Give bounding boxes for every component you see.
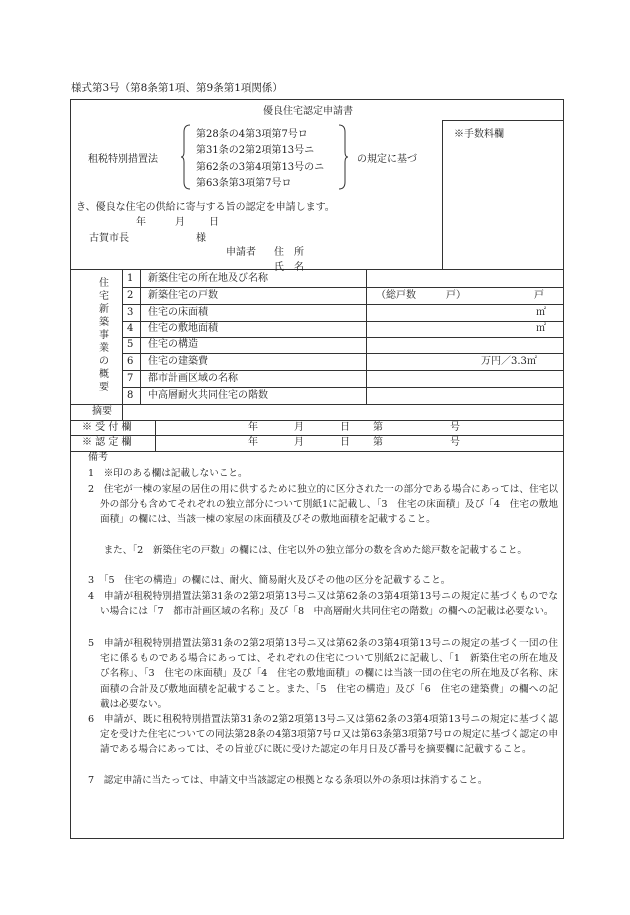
header-bottom-line bbox=[70, 269, 564, 270]
row-line-5 bbox=[122, 353, 564, 354]
row-line-1 bbox=[122, 287, 564, 288]
approval-month: 月 bbox=[294, 437, 304, 448]
row-line-7 bbox=[122, 387, 564, 388]
row-number: 5 bbox=[127, 339, 134, 350]
row-label-location: 新築住宅の所在地及び名称 bbox=[148, 273, 268, 284]
article-4: 第63条第3項第7号ロ bbox=[196, 178, 292, 189]
reception-day: 日 bbox=[340, 422, 350, 433]
reception-number-suffix: 号 bbox=[450, 422, 460, 433]
row-label-planning-area: 都市計画区域の名称 bbox=[148, 373, 238, 384]
row-number: 3 bbox=[127, 307, 134, 318]
row-label-units: 新築住宅の戸数 bbox=[148, 290, 218, 301]
row-label-construction-cost: 住宅の建築費 bbox=[148, 356, 208, 367]
form-number-label: 様式第3号（第8条第1項、第9条第1項関係） bbox=[71, 82, 283, 94]
overview-vertical-char: 概 bbox=[99, 369, 109, 380]
approval-year: 年 bbox=[248, 437, 258, 448]
reception-number-prefix: 第 bbox=[373, 422, 383, 433]
row-number: 1 bbox=[127, 273, 134, 284]
row-number: 2 bbox=[127, 290, 134, 301]
total-units-field: （総戸数 戸） bbox=[376, 290, 466, 301]
overview-vertical-char: 住 bbox=[99, 278, 109, 289]
note-item: 1 ※印のある欄は記載しないこと。 bbox=[88, 468, 248, 479]
article-3: 第62条の3第4項第13号のニ bbox=[196, 162, 325, 173]
fee-box-divider bbox=[442, 120, 443, 269]
note-item: 6 申請が、既に租税特別措置法第31条の2第2項第13号ニ又は第62条の3第4項第13号ニの規定に基づく認定を受けた住宅についての同法第28条の4第3項第7号ロ又は第63条第3項第7号ロの規定に基づく認定の申請である場合にあっては、その旨並びに既に受けた認定の年月日及び番号を摘要欄に記載すること。 bbox=[88, 714, 558, 756]
summary-bottom-line bbox=[70, 420, 564, 421]
note-item: また、「2 新築住宅の戸数」の欄には、住宅以外の独立部分の数を含めた総戸数を記載すること。 bbox=[94, 545, 528, 556]
date-year: 年 bbox=[136, 217, 146, 228]
addressee-name: 古賀市長 bbox=[89, 233, 129, 244]
summary-label: 摘要 bbox=[92, 406, 112, 417]
note-item: 2 住宅が一棟の家屋の居住の用に供するために独立的に区分された一の部分である場合にあっては、住宅以外の部分も含めてそれぞれの独立部分について別紙1に記載し、「3 住宅の床面積」及び「4 住宅の敷地面積」の欄には、当該一棟の家屋の床面積及びその敷地面積を記載すること。 bbox=[88, 484, 558, 526]
overview-vertical-char: 要 bbox=[99, 382, 109, 393]
intro-continuation: き、優良な住宅の供給に寄与する旨の認定を申請します。 bbox=[76, 202, 335, 213]
approval-label: ※ 認 定 欄 bbox=[82, 437, 132, 448]
form-title: 優良住宅認定申請書 bbox=[263, 106, 353, 117]
row-number: 8 bbox=[127, 390, 134, 401]
date-day: 日 bbox=[209, 217, 219, 228]
construction-cost-unit: 万円／3.3㎡ bbox=[481, 356, 537, 367]
overview-vertical-char: の bbox=[99, 356, 109, 367]
article-2: 第31条の2第2項第13号ニ bbox=[196, 145, 315, 156]
row-label-floor-area: 住宅の床面積 bbox=[148, 307, 208, 318]
article-1: 第28条の4第3項第7号ロ bbox=[196, 129, 308, 140]
row-number: 7 bbox=[127, 373, 134, 384]
note-item: 4 申請が租税特別措置法第31条の2第2項第13号ニ又は第62条の3第4項第13号ニの規定に基づくものでない場合には「7 都市計画区域の名称」及び「8 中高層耐火共同住宅の階数」の欄への記載は必要ない。 bbox=[88, 591, 558, 618]
applicant-label: 申請者 bbox=[226, 247, 256, 258]
date-month: 月 bbox=[175, 217, 185, 228]
addressee-honorific: 様 bbox=[196, 233, 206, 244]
fee-box-label: ※手数料欄 bbox=[454, 129, 504, 140]
approval-bottom-line bbox=[70, 451, 564, 452]
row-label-site-area: 住宅の敷地面積 bbox=[148, 323, 218, 334]
intro-suffix: の規定に基づ bbox=[357, 154, 417, 165]
row-line-6 bbox=[122, 370, 564, 371]
note-item: 7 認定申請に当たっては、申請文中当該認定の根拠となる条項以外の条項は抹消すること。 bbox=[88, 775, 488, 786]
row-number: 6 bbox=[127, 356, 134, 367]
note-item: 5 申請が租税特別措置法第31条の2第2項第13号ニ又は第62条の3第4項第13号ニの規定の基づく一団の住宅に係るものである場合にあっては、それぞれの住宅について別紙2に記載し、「1 新築住宅の所在地及び名称」、「3 住宅の床面積」及び「4 住宅の敷地面積」の欄には当該一団の住宅の所在地及び名称、床面積の合計及び敷地面積を記載すること。また、「5 住宅の構造」及び「6 住宅の建築費」の欄への記載は必要ない。 bbox=[88, 638, 558, 710]
overview-bottom-line bbox=[70, 404, 564, 405]
reception-year: 年 bbox=[248, 422, 258, 433]
overview-vertical-char: 事 bbox=[99, 330, 109, 341]
overview-vertical-char: 宅 bbox=[99, 291, 109, 302]
reception-month: 月 bbox=[294, 422, 304, 433]
right-brace-icon bbox=[337, 124, 349, 190]
law-name: 租税特別措置法 bbox=[88, 154, 158, 165]
row-label-structure: 住宅の構造 bbox=[148, 339, 198, 350]
overview-vertical-char: 新 bbox=[99, 304, 109, 315]
fee-box-top bbox=[443, 120, 564, 121]
row-line-4 bbox=[122, 337, 564, 338]
row-number: 4 bbox=[127, 323, 134, 334]
approval-day: 日 bbox=[340, 437, 350, 448]
overview-vertical-char: 築 bbox=[99, 317, 109, 328]
note-item: 3 「5 住宅の構造」の欄には、耐火、簡易耐火及びその他の区分を記載すること。 bbox=[88, 575, 451, 586]
reception-bottom-line bbox=[70, 435, 564, 436]
row-line-3 bbox=[122, 321, 564, 322]
left-brace-icon bbox=[180, 124, 192, 190]
approval-number-prefix: 第 bbox=[373, 437, 383, 448]
units-unit: 戸 bbox=[534, 290, 544, 301]
row-line-2 bbox=[122, 304, 564, 305]
summary-divider bbox=[122, 404, 123, 420]
row-label-floors: 中高層耐火共同住宅の階数 bbox=[148, 390, 268, 401]
approval-number-suffix: 号 bbox=[450, 437, 460, 448]
applicant-name-label: 氏 名 bbox=[274, 262, 304, 273]
site-area-unit: ㎡ bbox=[536, 323, 546, 334]
reception-label: ※ 受 付 欄 bbox=[82, 422, 132, 433]
notes-title: 備考 bbox=[88, 452, 108, 463]
applicant-address-label: 住 所 bbox=[274, 247, 304, 258]
floor-area-unit: ㎡ bbox=[536, 307, 546, 318]
overview-vertical-char: 業 bbox=[99, 343, 109, 354]
